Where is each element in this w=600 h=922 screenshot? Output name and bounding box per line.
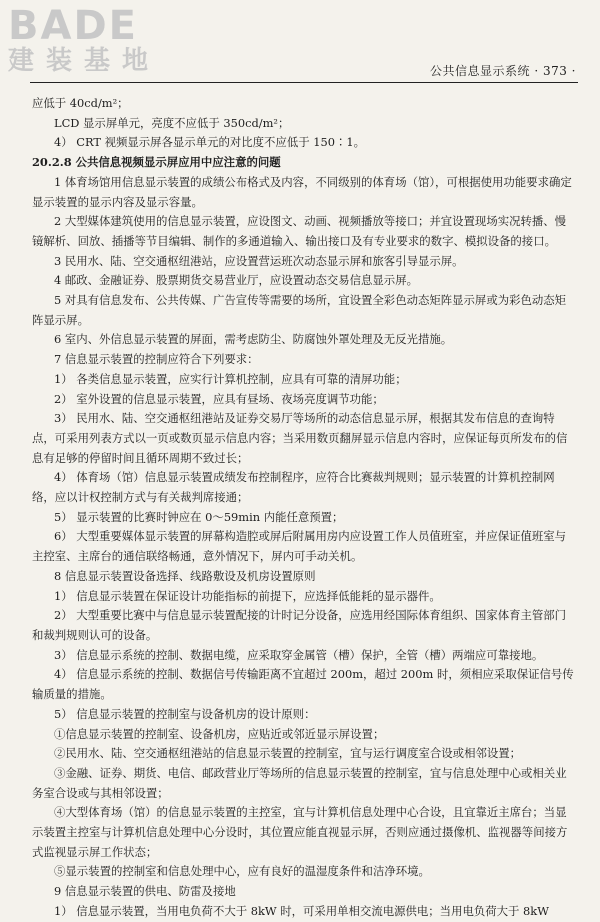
paragraph: 4） 体育场（馆）信息显示装置成绩发布控制程序，应符合比赛裁判规则；显示装置的计算机控制网络，应以计权控制方式与有关裁判席接通；: [32, 470, 555, 505]
paragraph: 1） 各类信息显示装置，应实行计算机控制，应具有可靠的清屏功能；: [54, 371, 407, 386]
paragraph: ①信息显示装置的控制室、设备机房，应贴近或邻近显示屏设置；: [54, 726, 385, 741]
paragraph: 2 大型媒体建筑使用的信息显示装置，应设图文、动画、视频播放等接口；并宜设置现场实况转播、慢镜解析、回放、插播等节目编辑、制作的多通道输入、输出接口及有专业要求的数字、模拟设备的接口。: [32, 214, 567, 248]
paragraph: 5 对具有信息发布、公共传媒、广告宣传等需要的场所，宜设置全彩色动态矩阵显示屏或为彩色动态矩阵显示屏。: [32, 293, 567, 327]
paragraph: 7 信息显示装置的控制应符合下列要求：: [54, 352, 259, 367]
paragraph: 8 信息显示装置设备选择、线路敷设及机房设置原则: [54, 568, 316, 583]
paragraph: 1） 信息显示装置在保证设计功能指标的前提下，应选择低能耗的显示器件。: [54, 588, 441, 603]
paragraph: 9 信息显示装置的供电、防雷及接地: [54, 884, 236, 899]
logo-chinese-text: 建装基地: [8, 46, 161, 76]
paragraph: 4 邮政、金融证券、股票期货交易营业厅，应设置动态交易信息显示屏。: [54, 273, 418, 288]
paragraph: ②民用水、陆、空交通枢纽港站的信息显示装置的控制室，宜与运行调度室合设或相邻设置；: [54, 746, 522, 761]
paragraph: 2） 室外设置的信息显示装置，应具有昼场、夜场亮度调节功能；: [54, 391, 384, 406]
paragraph: 2） 大型重要比赛中与信息显示装置配接的计时记分设备，应选用经国际体育组织、国家体育主管部门和裁判规则认可的设备。: [32, 608, 567, 642]
page-body: [32, 94, 574, 922]
paragraph: 应低于 40cd/m²；: [32, 96, 129, 110]
paragraph: 1 体育场馆用信息显示装置的成绩公布格式及内容，不同级别的体育场（馆），可根据使用功能要求确定显示装置的显示内容及显示容量。: [32, 174, 572, 209]
paragraph: 5） 信息显示装置的控制室与设备机房的设计原则：: [54, 706, 316, 721]
paragraph: ③金融、证券、期货、电信、邮政营业厅等场所的信息显示装置的控制室，宜与信息处理中心或相关业务室合设或与其相邻设置；: [32, 765, 567, 800]
paragraph: 4） CRT 视频显示屏各显示单元的对比度不应低于 150∶1。: [54, 135, 365, 150]
section-heading: 20.2.8 公共信息视频显示屏应用中应注意的问题: [32, 155, 281, 170]
running-head: 公共信息显示系统 · 373 ·: [430, 64, 576, 78]
paragraph: ④大型体育场（馆）的信息显示装置的主控室，宜与计算机信息处理中心合设，且宜靠近主席台；当显示装置主控室与计算机信息处理中心分设时，其位置应能直视显示屏，否则应通过摄像机、监视器等间接方式监视显示屏工作状态；: [32, 805, 568, 859]
header-rule: [30, 82, 578, 83]
paragraph: 3） 信息显示系统的控制、数据电缆，应采取穿金属管（槽）保护，全管（槽）两端应可靠接地。: [54, 647, 544, 662]
paragraph: LCD 显示屏单元，亮度不应低于 350cd/m²；: [54, 115, 290, 130]
paragraph: 4） 信息显示系统的控制、数据信号传输距离不宜超过 200m，超过 200m 时，须相应采取保证信号传输质量的措施。: [32, 667, 574, 702]
logo-latin-text: BADE: [8, 3, 138, 49]
paragraph: 3） 民用水、陆、空交通枢纽港站及证券交易厅等场所的动态信息显示屏，根据其发布信息的查询特点，可采用列表方式以一页或数页显示信息内容；当采用数页翻屏显示信息内容时，应保证每页所发布的信息有足够的停留时间且循环周期不致过长；: [32, 411, 568, 465]
paragraph: 6） 大型重要媒体显示装置的屏幕构造腔或屏后附属用房内应设置工作人员值班室，并应保证值班室与主控室、主席台的通信联络畅通，意外情况下，屏内可手动关机。: [32, 529, 567, 564]
watermark-logo: [8, 3, 183, 76]
paragraph: 6 室内、外信息显示装置的屏面，需考虑防尘、防腐蚀外罩处理及无反光措施。: [54, 332, 453, 347]
paragraph: ⑤显示装置的控制室和信息处理中心，应有良好的温湿度条件和洁净环境。: [54, 864, 430, 879]
paragraph: 1） 信息显示装置，当用电负荷不大于 8kW 时，可采用单相交流电源供电；当用电负荷大于 8kW: [54, 903, 549, 918]
paragraph: 3 民用水、陆、空交通枢纽港站，应设置营运班次动态显示屏和旅客引导显示屏。: [54, 253, 464, 268]
paragraph: 5） 显示装置的比赛时钟应在 0～59min 内能任意预置；: [54, 509, 344, 524]
